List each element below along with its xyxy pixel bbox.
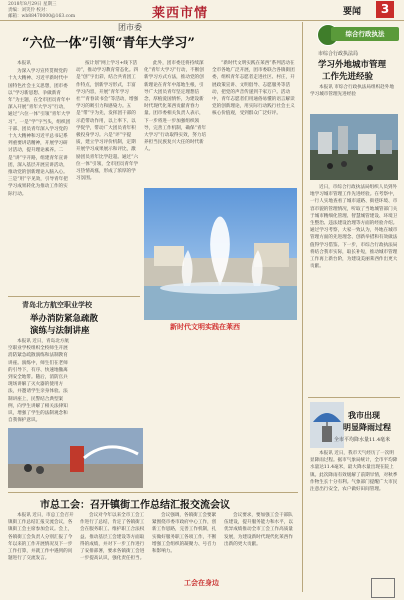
editor-line: 责编：刘笑伶 校对： [8,8,50,13]
right-headline-1: 学习外地城市管理 [318,60,387,70]
school-body-1 [8,338,72,426]
rain-headline-1: 我市出现 [348,410,380,420]
lead-column-1 [8,60,72,300]
bottom-text-1: 本报讯 近日，市总工会召开镇街工作总结汇报交流会议，各镇街工会主席参加会议。会上，各镇街工会负责人分别汇报了今年以来的工作开展情况及下一步工作打算，并就工作中遇到的问题进行了交流发言。 [8,513,74,562]
school-kicker: 青岛北方航空职业学校 [22,300,92,309]
lead-text-3: 此外，团市委还将持续深化“青年大学习”行动，不断创新学习方式方法，推动党的创新理论在青年中落地生根，引导广大团员青年坚定理想信念，厚植爱国情怀，为建设新时代现代化莱西贡献青春力量。团市委相关负责人表示，下一步将进一步加强组织领导，完善工作机制，确保“青年大学习”行动取得实效，努力培养担当民族复兴大任的时代新人。 [144,61,207,153]
right-separator [308,397,400,398]
photo-caption: 新时代文明实践在莱西 [170,322,240,331]
bottom-separator [8,492,298,493]
fire-drill-photo [8,428,143,488]
paper-logo: 莱西市情 [152,6,209,21]
lead-column-3 [144,60,208,185]
email-line: 邮箱：wb88470000@163.com [8,14,76,19]
bottom-headline: 市总工会：召开镇街工作总结汇报交流会议 [40,500,230,511]
right-byline: 本报讯 市综合行政执法局组织赴外地学习城市管理先进经验 [310,85,394,98]
bottom-text-4: 会议要求，要加强工会干部队伍建设，提升服务能力和水平，以优异成绩推动全市工会工作高质量发展，为建设新时代现代化莱西作出新的更大贡献。 [224,513,293,547]
rain-subhead: 全市平均降水量11.4毫米 [334,437,391,443]
section-name: 要闻 [343,7,362,17]
bottom-column-3 [152,512,220,574]
union-logo: 工会在身边 [184,578,219,587]
right-body [310,184,398,394]
lead-text-1: 为深入学习宣传贯彻党的十九大精神、习近平新时代中国特色社会主义思想，团市委以“学习新思想、争做新青年”为主题，在全市团员青年中深入开展“青年大学习”行动，通过“六位一体”引领“青年大学习”。一是“学”字当头，组织团干部、团员青年深入学习党的十九大精神和习近平总书记系列重要讲话精神，开展学习研讨活动，提升理论素养。二是“讲”字开路，组建青年宣讲团，深入基层开展宣讲活动，推动党的创新理论入脑入心。三是“用”字见效，引导青年把学习成果转化为推动工作的实际行动。 [8,69,71,197]
school-headline-2: 演练与法制讲座 [30,326,90,336]
bottom-text-2: 会议对今年以来全市工会工作进行了总结，肯定了各镇街工会在服务职工、维护职工合法权益、推动基层工会建设等方面取得的成绩，并对下一步工作进行了安排部署，要求各镇街工会进一步提高认识，强化责任担当。 [80,513,145,562]
page-number: 3 [376,1,394,18]
school-headline-1: 举办消防紧急疏散 [30,314,99,324]
right-body-text: 近日，市综合行政执法局组织人员到外地学习城市管理工作先进经验。在考察中，一行人实地查看了城市道路、街巷环境、市容市貌的管理情况，听取了当地城管部门关于城市精细化管理、智慧城管建设、环境卫生整治、违法建设治理等方面的经验介绍。通过学习考察，大家一致认为，外地在城市管理方面的先进理念、创新举措和有效做法值得学习借鉴。下一步，市综合行政执法局将结合我市实际，取长补短，推动城市管理工作再上新台阶，为建设美丽莱西作出更大贡献。 [310,185,398,270]
lead-headline: “六位一体”引领“青年大学习” [22,36,195,51]
lead-text-2: 按计划“网上学习+线下活动”，推动学习教育常态化。四是“创”字出彩，结合共青团工作特点，创新学习形式，丰富学习内容，开展“青年学习社”“青春读书会”等活动，增强学习的吸引力和感染力。五是“带”字为先，发挥团干部的示范带动作用，以上率下、以学促学，带动广大团员青年积极投身学习。六是“评”字提质，建立学习评价机制，定期开展学习成果展示和评比，激励团员青年比学赶超。通过“六位一体”引领，全市团员青年学习热情高涨，形成了浓厚的学习氛围。 [76,61,139,182]
qr-ad [371,578,395,598]
rain-headline-2: 明显降雨过程 [343,422,391,432]
lead-kicker: 团市委 [118,23,142,32]
bottom-text-3: 会议强调，各镇街工会要紧紧围绕市委市政府中心工作，创新工作思路，完善工作机制，扎实做好服务职工各项工作，不断增强工会组织的凝聚力、号召力和影响力。 [152,513,217,555]
rain-body [310,450,398,570]
city-photo [310,114,398,180]
masthead-info [8,2,75,20]
left-separator [8,296,140,297]
lead-text-4: “新时代文明实践在莱西”系列活动在全市各地广泛开展，团市委联合各镇街团委，组织青年志愿者走进社区、村庄，开展政策宣讲、文明倡导、志愿服务等活动，把党的声音传递到千家万户。活动中，青年志愿者们用通俗易懂的语言解读党的创新理论，用实际行动践行社会主义核心价值观，受到群众广泛好评。 [212,61,295,117]
section-badge [311,24,399,46]
lead-byline: 本报讯 [17,61,31,66]
right-kicker: 市综合行政执法局 [318,51,359,57]
bottom-column-2 [80,512,148,574]
rain-body-text: 本报讯 近日，我市天气经历了一次明显降雨过程。据市气象局统计，全市平均降水量达11.4毫米，最大降水量出现在院上镇。此次降雨有效缓解了前期旱情，对秋季作物生长十分有利。气象部门提醒广大市民注意出行安全，农户做好田间管理。 [310,451,398,493]
right-byline-block [310,84,398,114]
lead-column-2 [76,60,140,300]
date-line: 2018年8月29日 星期三 [8,2,57,7]
column-divider [302,22,303,592]
right-headline-2: 工作先进经验 [322,72,374,82]
bottom-column-4 [224,512,296,574]
lead-column-4 [212,60,296,185]
masthead [0,0,404,21]
bottom-column-1 [8,512,76,574]
school-body-text: 本报讯 近日，青岛北方航空职业学校组织全校师生开展消防紧急疏散演练和法制教育讲座。演练中，师生们在老师的引导下，有序、快速地撤离到安全地带。随后，消防官兵现场讲解了灭火器的使用方法，并邀请学生亲身体验。法制讲座上，民警结合典型案例，向学生讲解了相关法律知识，增强了学生的法制观念和自我保护意识。 [8,339,69,424]
badge-label: 综合行政执法 [331,27,399,41]
fountain-photo [144,188,297,320]
